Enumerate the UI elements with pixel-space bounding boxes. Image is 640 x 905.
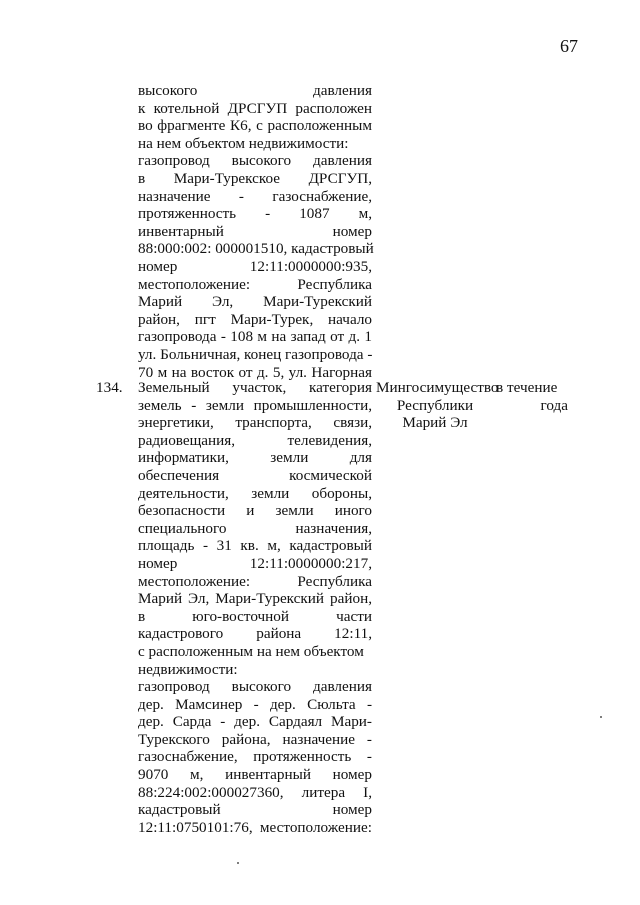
text-line: номер 12:11:0000000:935, [138,257,372,275]
text-line: в Мари-Турекское ДРСГУП, [138,169,372,187]
text-line: Марий Эл, Мари-Турекский район, [138,590,372,608]
text-line: в юго-восточной части [138,607,372,625]
text-line: 9070 м, инвентарный номер [138,766,372,784]
text-line: местоположение: Республика [138,572,372,590]
scan-speck [237,862,239,864]
text-line: 70 м на восток от д. 5, ул. Нагорная [138,363,372,381]
text-line: безопасности и земли иного [138,502,372,520]
text-line: Земельный участок, категория [138,379,372,396]
text-line: газопровод высокого давления [138,152,372,170]
row-134-deadline [496,379,568,414]
text-line: к котельной ДРСГУП расположен [138,99,372,117]
text-line: протяженность - 1087 м, [138,205,372,223]
text-line: инвентарный номер [138,222,372,240]
deadline-line: года [540,396,568,414]
text-line: газопровод высокого давления [138,678,372,696]
text-line: деятельности, земли обороны, [138,484,372,502]
row-number: 134. [96,379,123,396]
text-line: 88:224:002:000027360, литера I, [138,783,372,801]
text-line: радиовещания, телевидения, [138,431,372,449]
scan-speck [600,716,602,718]
text-line: информатики, земли для [138,449,372,467]
prev-row-description [138,82,372,381]
text-line: газоснабжение, протяженность - [138,748,372,766]
text-line: назначение - газоснабжение, [138,187,372,205]
row-134-description [138,379,372,836]
executor-line: Марий Эл [402,414,468,432]
text-line: номер 12:11:0000000:217, [138,554,372,572]
text-line: Турекского района, назначение - [138,730,372,748]
row-134-executor [376,379,499,432]
text-line: на нем объектом недвижимости: [138,134,349,152]
text-line: газопровода - 108 м на запад от д. 1 [138,328,372,346]
executor-line: Мингосимущество [376,379,499,396]
text-line: обеспечения космической [138,466,372,484]
text-line: специального назначения, [138,519,372,537]
executor-line: Республики [396,396,474,414]
text-line: высокого давления [138,82,372,99]
text-line: недвижимости: [138,660,238,678]
text-line: район, пгт Мари-Турек, начало [138,310,372,328]
text-line: дер. Сарда - дер. Сардаял Мари- [138,713,372,731]
deadline-line: в течение [496,379,558,396]
text-line: во фрагменте К6, с расположенным [138,117,372,135]
text-line: 88:000:002: 000001510, кадастровый [138,240,374,258]
page-number: 67 [560,36,578,56]
text-line: с расположенным на нем объектом [138,642,364,660]
text-line: местоположение: Республика [138,275,372,293]
text-line: кадастрового района 12:11, [138,625,372,643]
text-line: дер. Мамсинер - дер. Сюльта - [138,695,372,713]
text-line: земель - земли промышленности, [138,396,372,414]
text-line: энергетики, транспорта, связи, [138,414,372,432]
text-line: 12:11:0750101:76, местоположение: [138,818,372,836]
text-line: кадастровый номер [138,801,372,819]
text-line: ул. Больничная, конец газопровода - [138,345,373,363]
text-line: площадь - 31 кв. м, кадастровый [138,537,372,555]
text-line: Марий Эл, Мари-Турекский [138,293,372,311]
